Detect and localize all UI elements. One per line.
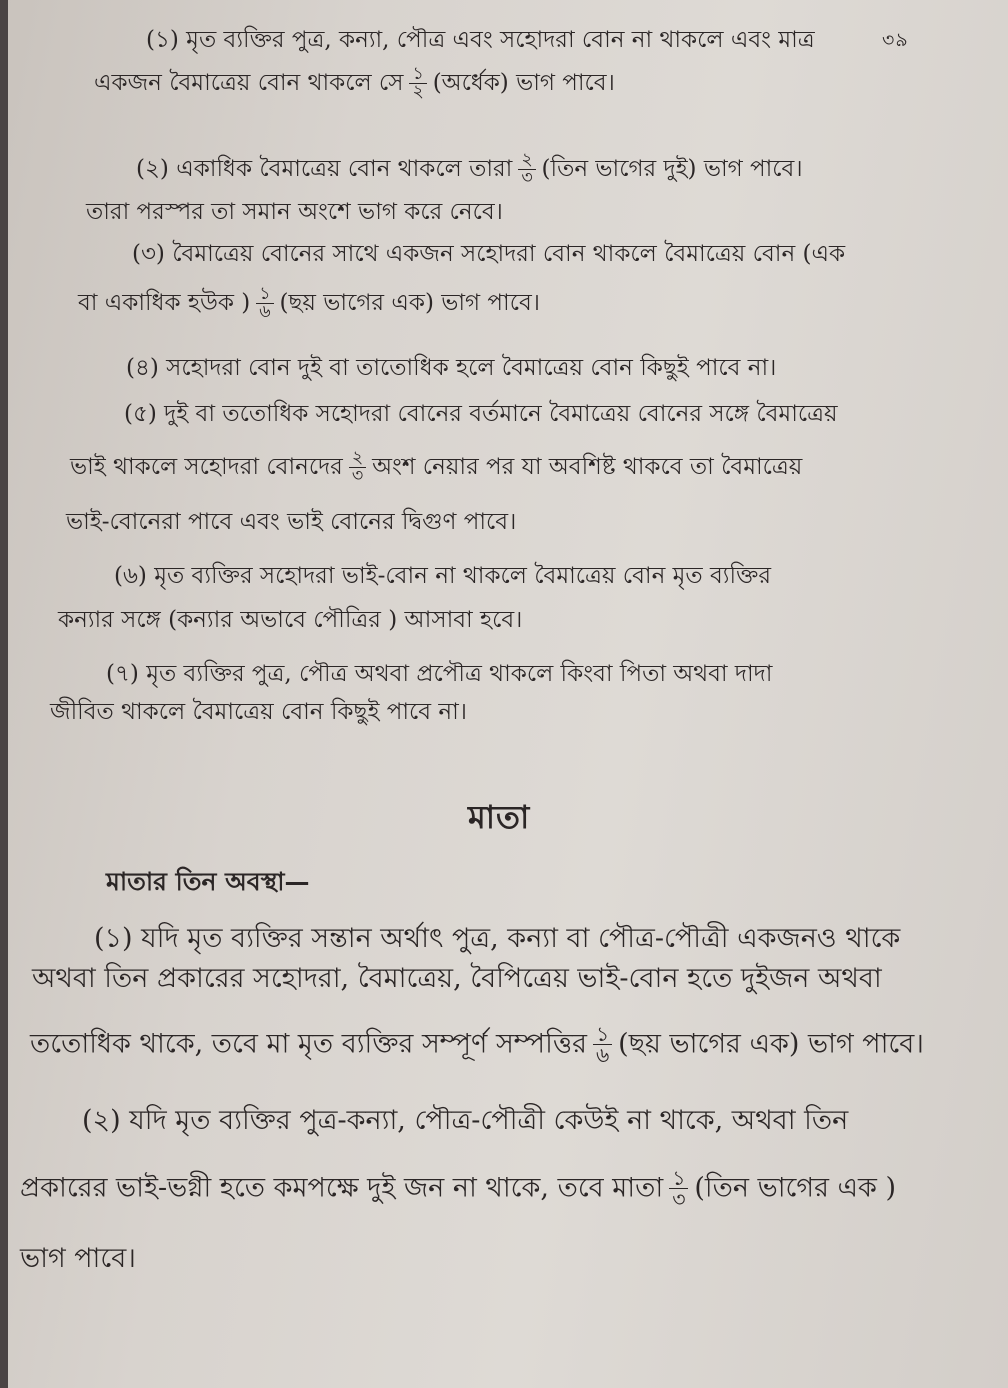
fraction-numerator: ২ (349, 450, 366, 468)
item-2-line-2: তারা পরস্পর তা সমান অংশে ভাগ করে নেবে। (86, 199, 503, 225)
mother-item-2-line-2 (20, 1168, 896, 1210)
item-3-line-1: (৩) বৈমাত্রেয় বোনের সাথে একজন সহোদরা বোন থাকলে বৈমাত্রেয় বোন (এক (132, 241, 846, 267)
mother-item-2-line-1: (২) যদি মৃত ব্যক্তির পুত্র-কন্যা, পৌত্র-পৌত্রী কেউই না থাকে, অথবা তিন (82, 1105, 849, 1136)
fraction-numerator: ১ (593, 1024, 612, 1045)
mother-item-2-text-after: (তিন ভাগের এক ) (694, 1172, 897, 1204)
fraction-two-thirds (349, 450, 366, 486)
sub-heading: মাতার তিন অবস্থা— (106, 867, 310, 896)
fraction-one-third (669, 1168, 688, 1210)
fraction-denominator: ৬ (595, 1043, 610, 1068)
item-2-text-before: (২) একাধিক বৈমাত্রেয় বোন থাকলে তারা (136, 155, 513, 182)
fraction-denominator: ৬ (259, 302, 271, 323)
fraction-one-sixth (593, 1024, 612, 1066)
fraction-numerator: ১ (669, 1168, 688, 1189)
mother-item-1-text-after: (ছয় ভাগের এক) ভাগ পাবে। (618, 1028, 924, 1060)
fraction-numerator: ১ (256, 286, 273, 304)
mother-item-1-line-2: অথবা তিন প্রকারের সহোদরা, বৈমাত্রেয়, বৈপিত্রেয় ভাই-বোন হতে দুইজন অথবা (32, 963, 882, 994)
fraction-denominator: ২ (412, 82, 424, 103)
fraction-numerator: ২ (518, 152, 535, 170)
item-5-text-before: ভাই থাকলে সহোদরা বোনদের (70, 453, 343, 480)
item-6-line-1: (৬) মৃত ব্যক্তির সহোদরা ভাই-বোন না থাকলে বৈমাত্রেয় বোন মৃত ব্যক্তির (114, 563, 772, 589)
item-7-line-2: জীবিত থাকলে বৈমাত্রেয় বোন কিছুই পাবে না। (50, 699, 467, 725)
mother-item-1-line-3 (30, 1024, 924, 1066)
mother-item-2-text-before: প্রকারের ভাই-ভগ্নী হতে কমপক্ষে দুই জন না থাকে, তবে মাতা (20, 1172, 664, 1204)
item-3-line-2 (78, 286, 540, 322)
item-2-line-1 (136, 152, 803, 188)
mother-item-1-line-1: (১) যদি মৃত ব্যক্তির সন্তান অর্থাৎ পুত্র, কন্যা বা পৌত্র-পৌত্রী একজনও থাকে (94, 923, 901, 954)
item-1-text-before: একজন বৈমাত্রেয় বোন থাকলে সে (94, 69, 404, 96)
book-page (14, 0, 1008, 1388)
item-2-text-after: (তিন ভাগের দুই) ভাগ পাবে। (541, 155, 803, 182)
item-3-text-after: (ছয় ভাগের এক) ভাগ পাবে। (279, 289, 540, 316)
fraction-denominator: ৩ (351, 466, 364, 487)
page-number: ৩৯ (882, 29, 909, 51)
item-6-line-2: কন্যার সঙ্গে (কন্যার অভাবে পৌত্রির ) আসাবা হবে। (58, 607, 523, 633)
item-5-line-3: ভাই-বোনেরা পাবে এবং ভাই বোনের দ্বিগুণ পাবে। (66, 509, 517, 535)
item-7-line-1: (৭) মৃত ব্যক্তির পুত্র, পৌত্র অথবা প্রপৌত্র থাকলে কিংবা পিতা অথবা দাদা (106, 661, 773, 687)
section-heading: মাতা (468, 798, 531, 836)
mother-item-2-line-3: ভাগ পাবে। (20, 1243, 136, 1274)
item-3-text-before: বা একাধিক হউক ) (78, 289, 251, 316)
item-1-text-after: (অর্ধেক) ভাগ পাবে। (432, 69, 615, 96)
item-5-line-1: (৫) দুই বা ততোধিক সহোদরা বোনের বর্তমানে বৈমাত্রেয় বোনের সঙ্গে বৈমাত্রেয় (124, 401, 838, 427)
item-4-line-1: (৪) সহোদরা বোন দুই বা তাতোধিক হলে বৈমাত্রেয় বোন কিছুই পাবে না। (126, 355, 777, 381)
fraction-half (409, 66, 426, 102)
fraction-one-sixth (256, 286, 273, 322)
item-5-text-after: অংশ নেয়ার পর যা অবশিষ্ট থাকবে তা বৈমাত্রেয় (372, 453, 803, 480)
fraction-denominator: ৩ (672, 1187, 686, 1212)
fraction-two-thirds (518, 152, 535, 188)
page-edge (0, 0, 8, 1388)
item-1-line-1: (১) মৃত ব্যক্তির পুত্র, কন্যা, পৌত্র এবং সহোদরা বোন না থাকলে এবং মাত্র (146, 27, 815, 53)
mother-item-1-text-before: ততোধিক থাকে, তবে মা মৃত ব্যক্তির সম্পূর্ণ সম্পত্তির (30, 1028, 587, 1060)
item-5-line-2 (70, 450, 802, 486)
item-1-line-2 (94, 66, 615, 102)
fraction-denominator: ৩ (521, 168, 533, 189)
fraction-numerator: ১ (409, 66, 426, 84)
